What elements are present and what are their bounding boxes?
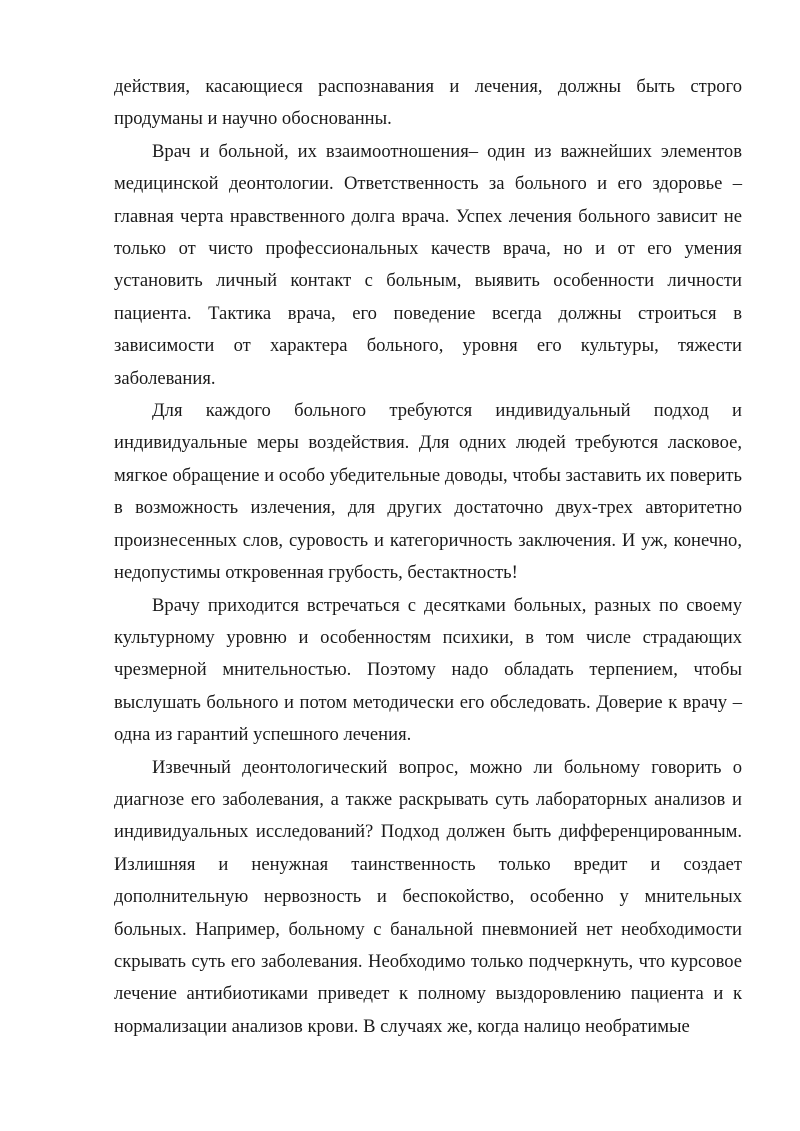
paragraph: Извечный деонтологический вопрос, можно ли больному говорить о диагнозе его заболевания, а также раскрывать суть лабораторных анализов и индивидуальных исследований? Подход должен быть дифференцированным. Излишняя и ненужная таинственность только вредит и создает дополнительную нервозность и беспокойство, особенно у мнительных больных. Например, больному с банальной пневмонией нет необходимости скрывать суть его заболевания. Необходимо только подчеркнуть, что курсовое лечение антибиотиками приведет к полному выздоровлению пациента и к нормализации анализов крови. В случаях же, когда налицо необратимые [114,756,742,1037]
paragraph: Для каждого больного требуются индивидуальный подход и индивидуальные меры воздействия. Для одних людей требуются ласковое, мягкое обращение и особо убедительные доводы, чтобы заставить их поверить в возможность излечения, для других достаточно двух-трех авторитетно произнесенных слов, суровость и категоричность заключения. И уж, конечно, недопустимы откровенная грубость, бестактность! [114,400,742,584]
document-body [114,71,742,1043]
paragraph: Врачу приходится встречаться с десятками больных, разных по своему культурному уровню и особенностям психики, в том числе страдающих чрезмерной мнительностью. Поэтому надо обладать терпением, чтобы выслушать больного и потом методически его обследовать. Доверие к врачу – одна из гарантий успешного лечения. [114,594,742,746]
paragraph: действия, касающиеся распознавания и лечения, должны быть строго продуманы и научно обоснованны. [114,76,742,130]
paragraph: Врач и больной, их взаимоотношения– один из важнейших элементов медицинской деонтологии. Ответственность за больного и его здоровье – главная черта нравственного долга врача. Успех лечения больного зависит не только от чисто профессиональных качеств врача, но и от его умения установить личный контакт с больным, выявить особенности личности пациента. Тактика врача, его поведение всегда должны строиться в зависимости от характера больного, уровня его культуры, тяжести заболевания. [114,140,742,389]
